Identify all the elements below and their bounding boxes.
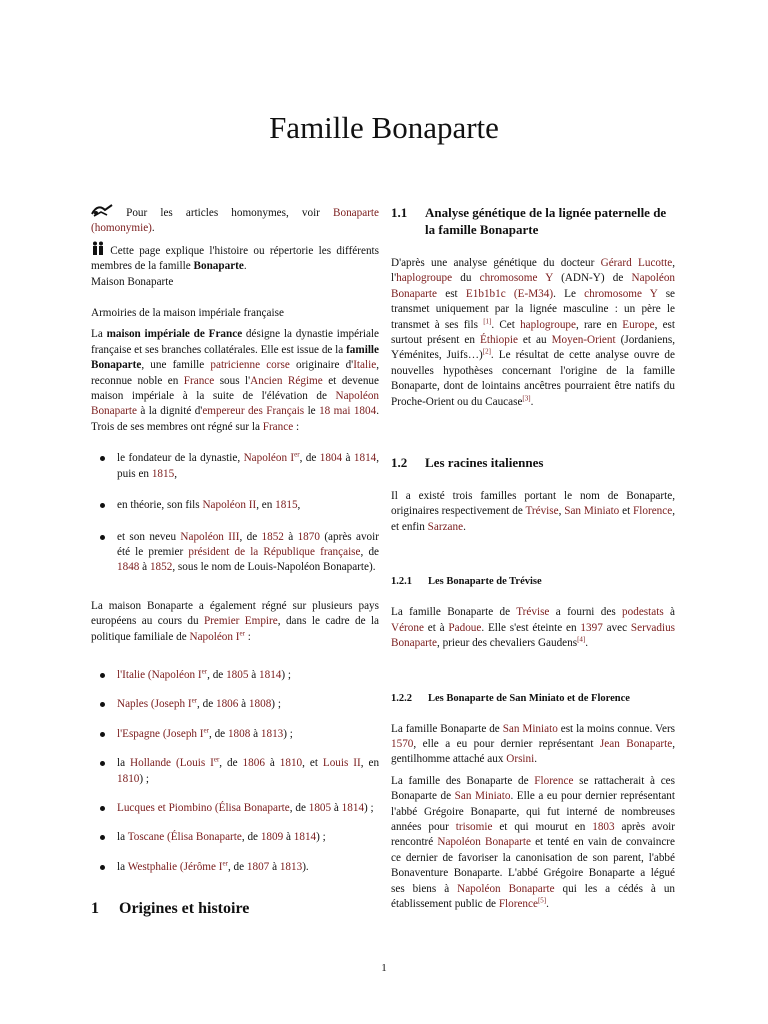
genetics-paragraph: D'après une analyse génétique du docteur Gérard Lucotte, l'haplogroupe du chromosome Y (ADN-Y) de Napoléon Bonaparte est E1b1b1c (E-M34). Le chromosome Y se transmet uniquement par la lignée masculine : un père le transmet à ses fils [1]. Cet haplogroupe, rare en Europe, est surtout présent en Éthiopie et au Moyen-Orient (Jordaniens, Yéménites, Juifs…)[2]. Le résultat de cette analyse ouvre de nouvelles hypothèses concernant l'origine de la famille Bonaparte, dont de lointains ancêtres pourraient être natifs du Proche-Orient ou du Caucase[3].	[391, 257, 676, 408]
ref-4[interactable]: [4]	[577, 635, 586, 644]
europe-paragraph: La maison Bonaparte a également régné sur plusieurs pays européens au cours du Premier Empire, dans le cadre de la politique familiale de Napoléon Ier :	[91, 599, 380, 643]
link-1815[interactable]: 1815	[151, 467, 175, 480]
list-item: l'Espagne (Joseph Ier, de 1808 à 1813) ;	[91, 727, 379, 742]
link-sarzane[interactable]: Sarzane	[427, 520, 464, 533]
link-florence-2[interactable]: Florence	[534, 774, 574, 787]
link-napoleon-bonaparte-3[interactable]: Napoléon Bonaparte	[437, 836, 531, 849]
link-florence[interactable]: Florence	[633, 505, 673, 518]
link-year[interactable]: 1813	[260, 727, 284, 740]
link-trevise-2[interactable]: Trévise	[516, 606, 550, 619]
link-ethiopie[interactable]: Éthiopie	[480, 334, 518, 347]
link-padoue[interactable]: Padoue	[448, 621, 482, 634]
link-verone[interactable]: Vérone	[391, 621, 424, 634]
link-moyen-orient[interactable]: Moyen-Orient	[551, 334, 616, 347]
link-1814[interactable]: 1814	[353, 452, 377, 465]
link-napoleon-i-b[interactable]: Napoléon Ier	[189, 628, 245, 643]
section-heading-trevise: 1.2.1 Les Bonaparte de Trévise	[391, 576, 542, 588]
link-e1b1b1c[interactable]: E1b1b1c (E-M34)	[465, 287, 554, 300]
link-france-2[interactable]: France	[262, 420, 294, 433]
link-chromosome-y[interactable]: chromosome Y	[479, 272, 553, 285]
link-ancien-regime[interactable]: Ancien Régime	[250, 374, 323, 387]
hatnote-homonymie: Pour les articles homonymes, voir Bonaparte (homonymie).	[91, 207, 380, 235]
link-napoleon-i[interactable]: Napoléon Ier	[243, 450, 300, 465]
list-item: en théorie, son fils Napoléon II, en 1815,	[91, 498, 379, 513]
racines-paragraph: Il a existé trois familles portant le nom de Bonaparte, originaires respectivement de Trévise, San Miniato et Florence, et enfin Sarzane.	[391, 490, 675, 533]
link-florence-3[interactable]: Florence	[498, 897, 538, 910]
link-1815-b[interactable]: 1815	[275, 499, 298, 512]
link-louis-ii[interactable]: Louis II	[322, 757, 361, 770]
link-year[interactable]: 1809	[260, 831, 284, 844]
link-trevise[interactable]: Trévise	[525, 505, 559, 518]
link-haplogroupe-2[interactable]: haplogroupe	[520, 318, 576, 331]
link-westphalie[interactable]: Westphalie (Jérôme Ier	[127, 859, 228, 873]
link-1804[interactable]: 1804	[319, 452, 343, 465]
link-1870[interactable]: 1870	[297, 530, 320, 543]
link-1852-b[interactable]: 1852	[149, 561, 173, 574]
link-year[interactable]: 1808	[248, 698, 272, 711]
link-year[interactable]: 1805	[226, 668, 249, 681]
link-jean-bonaparte[interactable]: Jean Bonaparte	[599, 737, 673, 750]
link-1570[interactable]: 1570	[391, 737, 414, 750]
link-toscane[interactable]: Toscane (Élisa Bonaparte	[127, 831, 242, 844]
link-year[interactable]: 1810	[279, 757, 303, 770]
link-empereur-des-francais[interactable]: empereur des Français	[202, 405, 305, 418]
link-italie-b[interactable]: l'Italie (Napoléon Ier	[117, 667, 208, 681]
link-year[interactable]: 1806	[242, 757, 265, 770]
list-item: et son neveu Napoléon III, de 1852 à 1870 (après avoir été le premier président de la République française, de 1848 à 1852, sous le nom de Louis-Napoléon Bonaparte).	[91, 530, 379, 576]
link-napoleon-bonaparte-4[interactable]: Napoléon Bonaparte	[457, 882, 555, 895]
list-item: la Toscane (Élisa Bonaparte, de 1809 à 1814) ;	[91, 830, 379, 845]
link-napoleon-iii[interactable]: Napoléon III	[180, 530, 240, 543]
link-europe[interactable]: Europe	[622, 318, 655, 331]
list-item: la Hollande (Louis Ier, de 1806 à 1810, et Louis II, en 1810) ;	[91, 756, 379, 787]
countries-list	[91, 668, 379, 875]
list-item: le fondateur de la dynastie, Napoléon Ier, de 1804 à 1814, puis en 1815,	[91, 451, 379, 482]
ref-3[interactable]: [3]	[522, 393, 531, 402]
link-orsini[interactable]: Orsini	[506, 753, 535, 766]
intro-paragraph: La maison impériale de France désigne la dynastie impériale française et ses branches collatérales. Elle est issue de la famille Bonaparte, une famille patricienne corse originaire d'Italie, reconnue noble en France sous l'Ancien Régime et devenue maison impériale à la suite de l'élévation de Napoléon Bonaparte à la dignité d'empereur des Français le 18 mai 1804. Trois de ses membres ont régné sur la France :	[91, 328, 380, 433]
link-servadius-bonaparte[interactable]: Servadius Bonaparte	[391, 621, 676, 650]
link-san-miniato-2[interactable]: San Miniato	[502, 722, 558, 735]
link-france[interactable]: France	[183, 374, 215, 387]
list-item: l'Italie (Napoléon Ier, de 1805 à 1814) ;	[91, 668, 379, 683]
link-year[interactable]: 1810	[117, 772, 140, 785]
link-1852[interactable]: 1852	[261, 530, 284, 543]
link-year[interactable]: 1807	[246, 860, 270, 873]
left-column	[91, 204, 379, 919]
page-number: 1	[381, 962, 387, 974]
list-item: Lucques et Piombino (Élisa Bonaparte, de 1805 à 1814) ;	[91, 801, 379, 816]
infobox-name: Maison Bonaparte	[91, 275, 174, 288]
link-naples[interactable]: Naples (Joseph Ier	[117, 696, 198, 711]
florence-paragraph: La famille des Bonaparte de Florence se rattacherait à ces Bonaparte de San Miniato. Elle a eu pour dernier représentant l'abbé Grégoire Bonaparte, qui fut interné de nombreuses années pour trisomie et qui mourut en 1803 après avoir rencontré Napoléon Bonaparte et tenté en vain de convaincre ce dernier de favoriser la canonisation de son parent, l'abbé Bonaventure Bonaparte. L'abbé Grégoire Bonaparte a légué ses biens à Napoléon Bonaparte qui les a cédés à un établissement public de Florence[5].	[391, 774, 676, 910]
link-italie[interactable]: Italie	[353, 359, 377, 372]
page-title: Famille Bonaparte	[269, 110, 499, 145]
link-year[interactable]: 1805	[308, 801, 332, 814]
link-napoleon-bonaparte[interactable]: Napoléon Bonaparte	[91, 390, 380, 418]
list-item: la Westphalie (Jérôme Ier, de 1807 à 1813).	[91, 860, 379, 875]
link-hollande[interactable]: Hollande (Louis Ier	[130, 755, 220, 770]
link-premier-empire[interactable]: Premier Empire	[203, 615, 278, 628]
infobox-caption: Armoiries de la maison impériale française	[91, 307, 284, 320]
link-year[interactable]: 1808	[227, 727, 251, 740]
link-1397[interactable]: 1397	[580, 621, 603, 634]
sanminiato-paragraph: La famille Bonaparte de San Miniato est la moins connue. Vers 1570, elle a eu pour dernier représentant Jean Bonaparte, gentilhomme attaché aux Orsini.	[391, 722, 676, 766]
link-18-mai-1804[interactable]: 18 mai 1804	[319, 405, 377, 418]
link-year[interactable]: 1806	[215, 698, 239, 711]
link-year[interactable]: 1813	[279, 860, 303, 873]
section-heading-racines-italiennes: 1.2 Les racines italiennes	[391, 455, 544, 471]
link-president-republique[interactable]: président de la République française	[188, 545, 361, 558]
link-lucques-piombino[interactable]: Lucques et Piombino (Élisa Bonaparte	[117, 801, 290, 814]
section-heading-san-miniato-florence: 1.2.2 Les Bonaparte de San Miniato et de Florence	[391, 692, 630, 704]
link-haplogroupe[interactable]: haplogroupe	[396, 272, 453, 285]
section-heading-analyse-genetique: 1.1 Analyse génétique de la lignée paternelle de la famille Bonaparte	[391, 205, 667, 237]
link-napoleon-ii[interactable]: Napoléon II	[202, 499, 257, 512]
link-year[interactable]: 1814	[259, 668, 282, 681]
link-napoleon-bonaparte-2[interactable]: Napoléon Bonaparte	[391, 272, 676, 300]
link-patricienne-corse[interactable]: patricienne corse	[210, 359, 290, 372]
link-chromosome-y-2[interactable]: chromosome Y	[584, 287, 658, 300]
link-year[interactable]: 1814	[293, 831, 317, 844]
link-san-miniato-3[interactable]: San Miniato	[454, 790, 511, 803]
people-icon	[91, 245, 105, 257]
link-gerard-lucotte[interactable]: Gérard Lucotte	[600, 257, 673, 269]
link-san-miniato[interactable]: San Miniato	[564, 505, 620, 518]
section-heading-origines: 1 Origines et histoire	[91, 900, 250, 918]
link-trisomie[interactable]: trisomie	[455, 820, 493, 833]
ref-2[interactable]: [2]	[482, 347, 491, 356]
link-podestats[interactable]: podestats	[622, 606, 664, 619]
link-1803[interactable]: 1803	[592, 820, 615, 833]
ref-1[interactable]: [1]	[483, 316, 492, 325]
link-bonaparte-homonymie[interactable]: Bonaparte (homonymie)	[91, 207, 380, 235]
link-espagne[interactable]: l'Espagne (Joseph Ier	[117, 726, 209, 740]
link-1848[interactable]: 1848	[117, 561, 140, 574]
trevise-paragraph: La famille Bonaparte de Trévise a fourni des podestats à Vérone et à Padoue. Elle s'est éteinte en 1397 avec Servadius Bonaparte, prieur des chevaliers Gaudens[4].	[391, 606, 676, 650]
disambiguation-icon	[91, 207, 113, 219]
hatnote-list: Cette page explique l'histoire ou répertorie les différents membres de la famille Bonaparte.	[91, 241, 379, 275]
rulers-list	[91, 451, 379, 575]
link-year[interactable]: 1814	[341, 801, 365, 814]
list-item: Naples (Joseph Ier, de 1806 à 1808) ;	[91, 697, 379, 712]
right-column	[391, 204, 675, 912]
ref-5[interactable]: [5]	[537, 896, 547, 905]
